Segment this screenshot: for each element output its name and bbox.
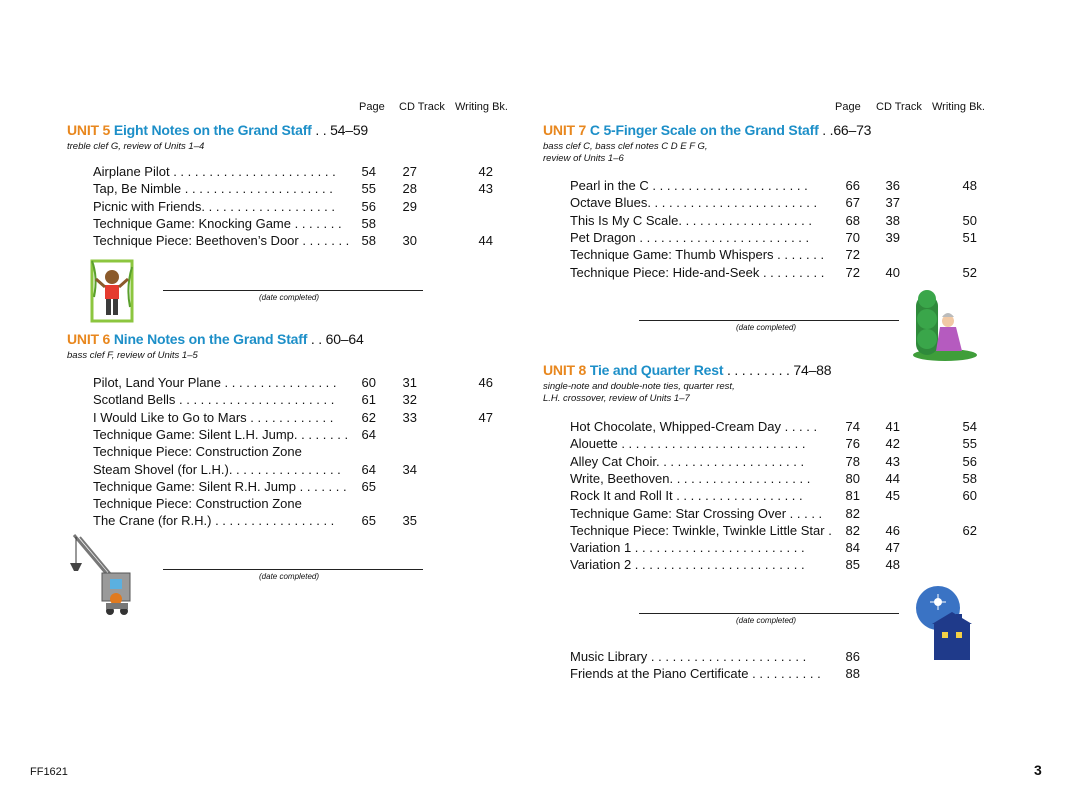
toc-entry (93, 426, 513, 443)
date-completed-label: (date completed) (736, 616, 797, 625)
unit-number: UNIT 5 (67, 122, 111, 138)
entry-cd-track: 28 (402, 181, 417, 197)
page-header: Page (359, 101, 385, 113)
entry-page: 64 (361, 461, 376, 477)
entry-title: The Crane (for R.H.) . . . . . . . . . . . . . . . . . (93, 513, 335, 529)
unit-subtitle: bass clef F, review of Units 1–5 (67, 350, 198, 361)
entry-page: 86 (845, 649, 860, 664)
entry-page: 65 (361, 513, 376, 529)
entry-writing-book: 46 (478, 375, 493, 390)
entry-cd-track: 30 (402, 233, 417, 249)
entry-page: 81 (845, 488, 860, 504)
entry-page: 74 (845, 419, 860, 434)
toc-entry (570, 453, 990, 470)
unit-dots: . . (311, 122, 331, 138)
entry-writing-book: 42 (478, 164, 493, 179)
entry-writing-book: 60 (962, 488, 977, 504)
toc-entry (93, 198, 513, 215)
entry-writing-book: 58 (962, 470, 977, 486)
unit-8-section (543, 362, 831, 405)
entry-writing-book: 62 (962, 522, 977, 538)
entry-title: Write, Beethoven. . . . . . . . . . . . . . . . . . . . (570, 470, 811, 486)
unit-title (67, 331, 364, 347)
entry-page: 66 (845, 178, 860, 193)
entry-title: Technique Game: Knocking Game . . . . . . . (93, 215, 342, 231)
toc-entry (93, 232, 513, 249)
entry-writing-book: 47 (478, 409, 493, 425)
entry-page: 72 (845, 247, 860, 263)
toc-entry (570, 665, 990, 682)
entry-title: Tap, Be Nimble . . . . . . . . . . . . . . . . . . . . . (93, 181, 333, 197)
entry-title: Rock It and Roll It . . . . . . . . . . . . . . . . . . (570, 488, 803, 504)
entry-page: 67 (845, 195, 860, 211)
entry-cd-track: 34 (402, 461, 417, 477)
entry-title: Technique Piece: Beethoven’s Door . . . . . . . (93, 233, 350, 249)
entry-page: 56 (361, 198, 376, 214)
entry-title: Scotland Bells . . . . . . . . . . . . . . . . . . . . . . (93, 392, 335, 408)
entry-page: 72 (845, 264, 860, 280)
toc-entry (570, 435, 990, 452)
date-completed-label: (date completed) (259, 293, 320, 302)
unit-dots: . . . . . . . . . (723, 362, 794, 378)
unit-number: UNIT 6 (67, 331, 111, 347)
entry-title: Steam Shovel (for L.H.). . . . . . . . . . . . . . . . (93, 461, 341, 477)
entry-title: Technique Game: Star Crossing Over . . . . . (570, 505, 823, 521)
toc-entry (570, 177, 990, 194)
entry-title: Octave Blues. . . . . . . . . . . . . . . . . . . . . . . . (570, 195, 818, 211)
entry-cd-track: 32 (402, 392, 417, 408)
crane-icon (66, 533, 142, 617)
unit-number: UNIT 8 (543, 362, 587, 378)
unit-name: Nine Notes on the Grand Staff (113, 331, 308, 347)
entry-page: 64 (361, 426, 376, 442)
entry-title: Technique Piece: Twinkle, Twinkle Little Star . (570, 522, 832, 538)
entry-page: 62 (361, 409, 376, 425)
toc-entry (570, 487, 990, 504)
entry-page: 55 (361, 181, 376, 197)
entry-title: Picnic with Friends. . . . . . . . . . . . . . . . . . . (93, 198, 336, 214)
unit-dots: . . (307, 331, 326, 347)
entry-title: Variation 1 . . . . . . . . . . . . . . . . . . . . . . . . (570, 540, 805, 556)
toc-entry (570, 556, 990, 573)
toc-entry (570, 522, 990, 539)
entry-title: Pearl in the C . . . . . . . . . . . . . . . . . . . . . . (570, 178, 808, 193)
entry-cd-track: 31 (402, 375, 417, 390)
entry-cd-track: 29 (402, 198, 417, 214)
entry-cd-track: 48 (885, 557, 900, 573)
toc-entry (93, 443, 513, 460)
unit-name: Tie and Quarter Rest (589, 362, 724, 378)
entry-writing-book: 52 (962, 264, 977, 280)
entry-writing-book: 43 (478, 181, 493, 197)
toc-entry (570, 418, 990, 435)
entry-title: Hot Chocolate, Whipped-Cream Day . . . . . (570, 419, 818, 434)
entry-page: 54 (361, 164, 376, 179)
toc-entry (93, 478, 513, 495)
entry-title: Alley Cat Choir. . . . . . . . . . . . . . . . . . . . . (570, 453, 805, 469)
unit-pages: 60–64 (325, 331, 364, 347)
toc-entry (93, 163, 513, 180)
entry-page: 58 (361, 215, 376, 231)
entry-page: 82 (845, 522, 860, 538)
writing-book-header: Writing Bk. (455, 101, 508, 113)
unit-pages: 54–59 (330, 122, 369, 138)
entry-cd-track: 47 (885, 540, 900, 556)
entry-title: Variation 2 . . . . . . . . . . . . . . . . . . . . . . . . (570, 557, 805, 573)
entry-page: 68 (845, 212, 860, 228)
entry-page: 84 (845, 540, 860, 556)
unit-subtitle-line1: bass clef C, bass clef notes C D E F G, (543, 141, 708, 152)
entry-writing-book: 54 (962, 419, 977, 434)
date-completed-label: (date completed) (736, 323, 797, 332)
entry-cd-track: 33 (402, 409, 417, 425)
entry-title: This Is My C Scale. . . . . . . . . . . . . . . . . . . (570, 212, 812, 228)
entry-page: 60 (361, 375, 376, 390)
product-code: FF1621 (30, 766, 68, 778)
toc-entry (93, 374, 513, 391)
entry-title: Music Library . . . . . . . . . . . . . . . . . . . . . . (570, 649, 807, 664)
entry-writing-book: 56 (962, 453, 977, 469)
entry-title: Technique Piece: Construction Zone (93, 444, 302, 460)
entry-title: Technique Game: Silent R.H. Jump . . . . . . . (93, 478, 347, 494)
entry-title: Technique Game: Thumb Whispers . . . . . . . (570, 247, 825, 263)
girl-behind-tree-icon (912, 289, 978, 361)
unit-subtitle (543, 141, 871, 165)
entry-page: 76 (845, 436, 860, 452)
unit-subtitle: treble clef G, review of Units 1–4 (67, 141, 205, 152)
entry-page: 58 (361, 233, 376, 249)
entry-cd-track: 46 (885, 522, 900, 538)
entry-page: 70 (845, 229, 860, 245)
entry-writing-book: 44 (478, 233, 493, 249)
entry-title: I Would Like to Go to Mars . . . . . . . . . . . . (93, 409, 334, 425)
entry-title: Pet Dragon . . . . . . . . . . . . . . . . . . . . . . . . (570, 229, 810, 245)
entry-writing-book: 50 (962, 212, 977, 228)
toc-entry (570, 470, 990, 487)
entry-writing-book: 48 (962, 178, 977, 193)
unit-name: C 5-Finger Scale on the Grand Staff (589, 122, 819, 138)
entry-page: 65 (361, 478, 376, 494)
unit-dots: . . (818, 122, 834, 138)
page-header: Page (835, 101, 861, 113)
unit-subtitle (543, 381, 831, 405)
toc-entry (570, 648, 990, 665)
unit-7-section (543, 122, 871, 165)
toc-entry (570, 246, 990, 263)
toc-entry (93, 461, 513, 478)
unit-title (543, 122, 871, 138)
unit-5-section (67, 122, 368, 153)
entry-cd-track: 43 (885, 453, 900, 469)
toc-entry (570, 264, 990, 281)
cd-track-header: CD Track (876, 101, 922, 113)
entry-writing-book: 55 (962, 436, 977, 452)
entry-cd-track: 38 (885, 212, 900, 228)
toc-entry (570, 539, 990, 556)
writing-book-header: Writing Bk. (932, 101, 985, 113)
entry-title: Pilot, Land Your Plane . . . . . . . . . . . . . . . . (93, 375, 337, 390)
toc-entry (93, 215, 513, 232)
entry-cd-track: 41 (885, 419, 900, 434)
entry-page: 82 (845, 505, 860, 521)
unit-subtitle-line2: L.H. crossover, review of Units 1–7 (543, 393, 690, 404)
toc-entry (93, 409, 513, 426)
date-completed-line (639, 320, 899, 321)
entry-title: Friends at the Piano Certificate . . . . . . . . . . (570, 666, 821, 682)
unit-number: UNIT 7 (543, 122, 587, 138)
unit-title (67, 122, 368, 138)
unit-subtitle-line2: review of Units 1–6 (543, 153, 624, 164)
entry-page: 88 (845, 666, 860, 682)
unit-6-section (67, 331, 364, 362)
entry-page: 61 (361, 392, 376, 408)
toc-entry (93, 180, 513, 197)
unit-title (543, 362, 831, 378)
date-completed-line (163, 290, 423, 291)
toc-entry (93, 391, 513, 408)
date-completed-label: (date completed) (259, 572, 320, 581)
unit-subtitle-line1: single-note and double-note ties, quarter rest, (543, 381, 735, 392)
entry-title: Technique Piece: Hide-and-Seek . . . . . . . . . (570, 264, 825, 280)
entry-cd-track: 35 (402, 513, 417, 529)
toc-entry (570, 229, 990, 246)
entry-title: Technique Piece: Construction Zone (93, 496, 302, 512)
cd-track-header: CD Track (399, 101, 445, 113)
unit-pages: 74–88 (793, 362, 832, 378)
entry-writing-book: 51 (962, 229, 977, 245)
entry-title: Technique Game: Silent L.H. Jump. . . . . . . . (93, 426, 349, 442)
entry-cd-track: 37 (885, 195, 900, 211)
entry-page: 85 (845, 557, 860, 573)
entry-page: 78 (845, 453, 860, 469)
toc-entry (570, 505, 990, 522)
toc-entry (93, 495, 513, 512)
entry-cd-track: 39 (885, 229, 900, 245)
entry-title: Airplane Pilot . . . . . . . . . . . . . . . . . . . . . . . (93, 164, 336, 179)
entry-cd-track: 44 (885, 470, 900, 486)
date-completed-line (639, 613, 899, 614)
entry-cd-track: 45 (885, 488, 900, 504)
unit-name: Eight Notes on the Grand Staff (113, 122, 312, 138)
entry-cd-track: 27 (402, 164, 417, 179)
boy-jungle-gym-icon (88, 257, 136, 323)
date-completed-line (163, 569, 423, 570)
toc-entry (570, 212, 990, 229)
entry-cd-track: 42 (885, 436, 900, 452)
toc-entry (93, 512, 513, 529)
unit-pages: 66–73 (833, 122, 872, 138)
entry-cd-track: 40 (885, 264, 900, 280)
toc-entry (570, 194, 990, 211)
page-number: 3 (1034, 762, 1042, 778)
entry-page: 80 (845, 470, 860, 486)
entry-title: Alouette . . . . . . . . . . . . . . . . . . . . . . . . . . (570, 436, 806, 452)
entry-cd-track: 36 (885, 178, 900, 193)
